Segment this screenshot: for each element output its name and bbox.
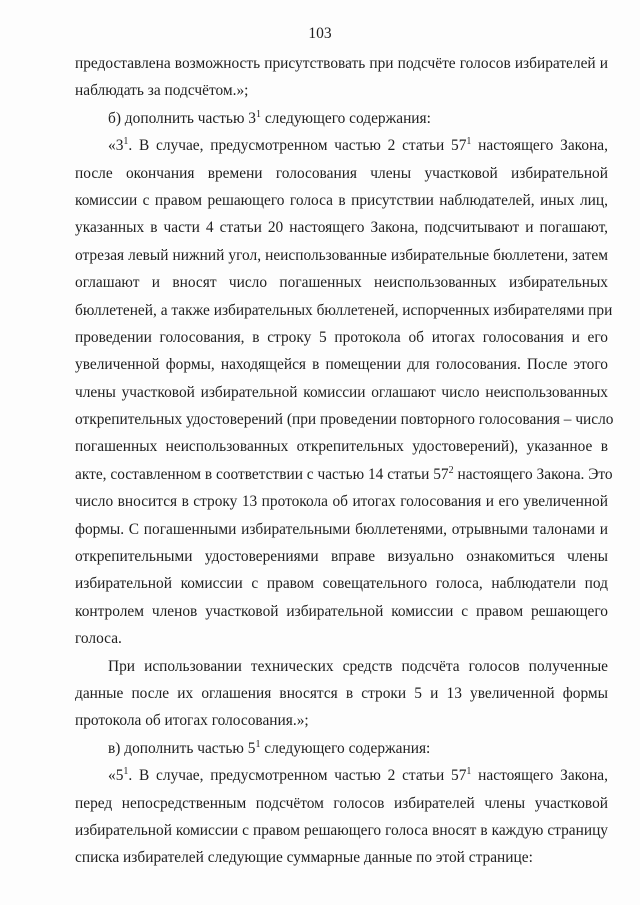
text-line <box>75 790 608 817</box>
text-line <box>75 543 608 570</box>
superscript: 1 <box>123 766 129 778</box>
text-run: проведении голосования, в строку 5 протокола об итогах голосования и его <box>75 328 608 346</box>
text-line <box>75 735 608 762</box>
text-run: избирательной комиссии с правом решающего голоса вносят в каждую страницу <box>75 821 608 839</box>
text-line <box>75 214 608 241</box>
text-line <box>75 625 608 652</box>
text-run: . В случае, предусмотренном частью 2 статьи 57 <box>128 137 467 155</box>
text-run: данные после их оглашения вносятся в строки 5 и 13 увеличенной формы <box>75 684 608 702</box>
text-line <box>75 297 613 324</box>
text-run: число вносится в строку 13 протокола об итогах голосования и его увеличенной <box>75 493 608 511</box>
text-line <box>75 160 608 187</box>
text-run: акте, составленном в соответствии с частью 14 статьи 57 <box>75 465 449 483</box>
superscript: 1 <box>255 738 261 750</box>
text-line <box>75 187 608 214</box>
text-line <box>75 488 608 515</box>
text-run: следующего содержания: <box>260 739 431 757</box>
text-run: наблюдать за подсчётом.»; <box>75 82 249 100</box>
page-number: 103 <box>308 25 332 42</box>
text-line <box>75 105 608 132</box>
text-line <box>75 707 608 734</box>
paragraph-p5 <box>75 735 608 762</box>
text-run: следующего содержания: <box>261 109 431 127</box>
text-run: протокола об итогах голосования.»; <box>75 712 309 730</box>
text-run: «3 <box>108 137 124 155</box>
text-run: комиссии с правом решающего голоса в присутствии наблюдателей, иных лиц, <box>75 191 608 209</box>
text-line <box>75 844 608 871</box>
text-line <box>75 132 608 159</box>
text-line <box>75 50 608 77</box>
text-run: бюллетеней, а также избирательных бюллетеней, испорченных избирателями при <box>75 301 613 319</box>
text-run: открепительных удостоверений (при проведении повторного голосования – число <box>75 411 614 429</box>
text-line <box>75 324 608 351</box>
text-run: в) дополнить частью 5 <box>108 739 256 757</box>
text-run: формы. С погашенными избирательными бюллетенями, отрывными талонами и <box>75 520 608 538</box>
superscript: 1 <box>466 136 472 148</box>
document-body <box>75 50 614 872</box>
text-run: настоящего Закона. Это <box>453 465 613 483</box>
text-run: указанных в части 4 статьи 20 настоящего Закона, подсчитывают и погашают, <box>75 219 608 237</box>
text-run: голоса. <box>75 630 122 648</box>
text-line <box>75 406 614 433</box>
text-line <box>75 461 613 488</box>
superscript: 1 <box>123 136 129 148</box>
paragraph-p4 <box>75 653 608 735</box>
text-run: «5 <box>108 767 124 785</box>
superscript: 1 <box>256 108 261 120</box>
text-line <box>75 516 608 543</box>
paragraph-p2 <box>75 105 608 132</box>
superscript: 2 <box>448 464 454 476</box>
text-line <box>75 817 608 844</box>
paragraph-p1 <box>75 50 608 105</box>
text-line <box>75 269 608 296</box>
text-run: . В случае, предусмотренном частью 2 статьи 57 <box>128 767 467 785</box>
text-line <box>75 598 608 625</box>
text-run: При использовании технических средств подсчёта голосов полученные <box>108 657 608 675</box>
text-run: открепительными удостоверениями вправе визуально ознакомиться члены <box>75 548 608 566</box>
text-run: списка избирателей следующие суммарные данные по этой странице: <box>75 849 533 867</box>
paragraph-p3 <box>75 132 614 652</box>
text-line <box>75 433 608 460</box>
text-run: оглашают и вносят число погашенных неиспользованных избирательных <box>75 274 608 292</box>
text-line <box>75 379 608 406</box>
text-run: увеличенной формы, находящейся в помещении для голосования. После этого <box>75 356 608 374</box>
text-run: перед непосредственным подсчётом голосов избирателей члены участковой <box>75 794 608 812</box>
text-run: контролем членов участковой избирательной комиссии с правом решающего <box>75 602 608 620</box>
text-line <box>75 680 608 707</box>
text-run: б) дополнить частью 3 <box>108 109 256 127</box>
superscript: 1 <box>466 766 472 778</box>
text-run: отрезая левый нижний угол, неиспользованные избирательные бюллетени, затем <box>75 246 608 264</box>
text-run: после окончания времени голосования члены участковой избирательной <box>75 164 608 182</box>
text-line <box>75 242 608 269</box>
text-run: настоящего Закона, <box>471 767 608 785</box>
text-run: погашенных неиспользованных открепительных удостоверений), указанное в <box>75 438 608 456</box>
text-line <box>75 77 608 104</box>
text-line <box>75 762 608 789</box>
text-run: члены участковой избирательной комиссии оглашают число неиспользованных <box>75 383 608 401</box>
text-run: избирательной комиссии с правом совещательного голоса, наблюдатели под <box>75 575 608 593</box>
text-run: предоставлена возможность присутствовать при подсчёте голосов избирателей и <box>75 55 608 72</box>
paragraph-p6 <box>75 762 608 872</box>
text-line <box>75 570 608 597</box>
text-line <box>75 351 608 378</box>
text-line <box>75 653 608 680</box>
text-run: настоящего Закона, <box>471 137 608 155</box>
